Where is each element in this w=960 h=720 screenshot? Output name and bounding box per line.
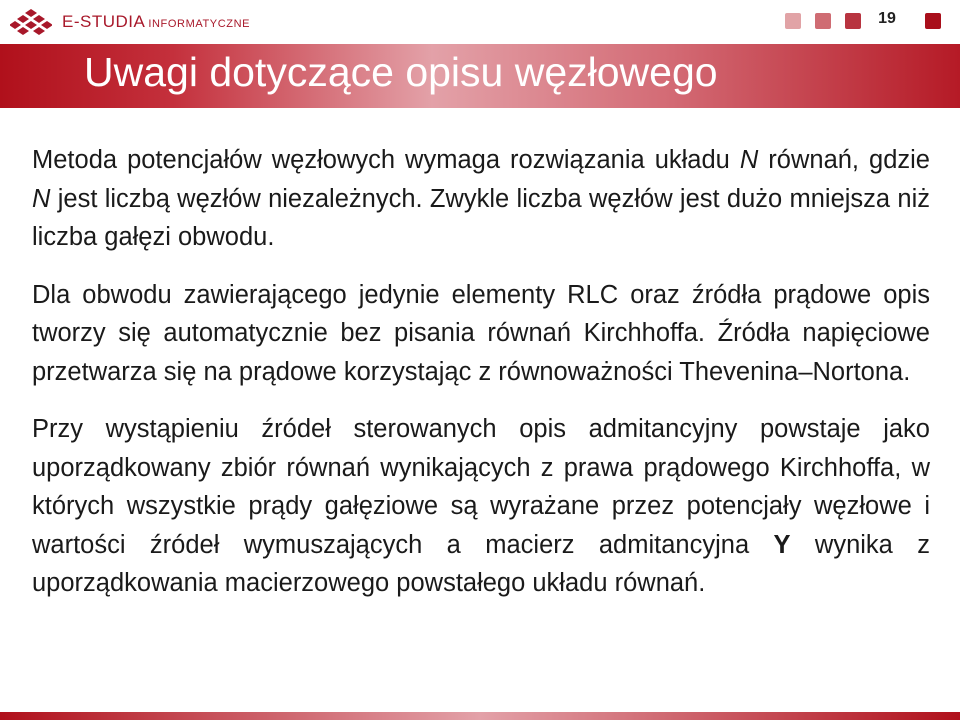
paragraph-1-italic-n-1: N — [739, 146, 759, 174]
slide-body — [32, 141, 930, 622]
page-number: 19 — [878, 10, 896, 27]
paragraph-2: Dla obwodu zawierającego jedynie elementy RLC oraz źródła prądowe opis tworzy się automatycznie bez pisania równań Kirchhoffa. Źródła napięciowe przetwarza się na prądowe korzystając z równoważności Thevenina–Nortona. — [32, 280, 930, 386]
decorative-squares — [0, 13, 960, 29]
paragraph-3-text-a: Przy wystąpieniu źródeł sterowanych opis admitancyjny powstaje jako uporządkowany zbiór równań wynikających z prawa prądowego Kirchhoffa, w których wszystkie prądy gałęziowe są wyrażane przez potencjały węzłowe i wartości źródeł wymuszających a macierz admitancyjna — [32, 415, 930, 559]
paragraph-3-bold-y: Y — [773, 530, 791, 559]
square-3 — [845, 13, 861, 29]
square-1 — [785, 13, 801, 29]
paragraph-1-text-e: jest liczbą węzłów niezależnych. Zwykle liczba węzłów jest dużo mniejsza niż liczba gałęzi obwodu. — [32, 184, 930, 251]
bottom-bar — [0, 712, 960, 720]
title-bar — [0, 44, 960, 108]
paragraph-3-text-c: wynika z uporządkowania macierzowego powstałego układu równań. — [32, 530, 930, 597]
paragraph-1-text-c: równań, gdzie — [758, 146, 930, 174]
slide-title: Uwagi dotyczące opisu węzłowego — [84, 49, 718, 95]
square-4 — [925, 13, 941, 29]
paragraph-1-text-a: Metoda potencjałów węzłowych wymaga rozwiązania układu — [32, 146, 740, 174]
brand-sub-text: INFORMATYCZNE — [148, 18, 251, 30]
square-2 — [815, 13, 831, 29]
paragraph-1 — [32, 141, 930, 257]
paragraph-3 — [32, 410, 930, 603]
brand-main-text: E-STUDIA — [62, 12, 146, 31]
paragraph-1-italic-n-2: N — [32, 184, 51, 213]
